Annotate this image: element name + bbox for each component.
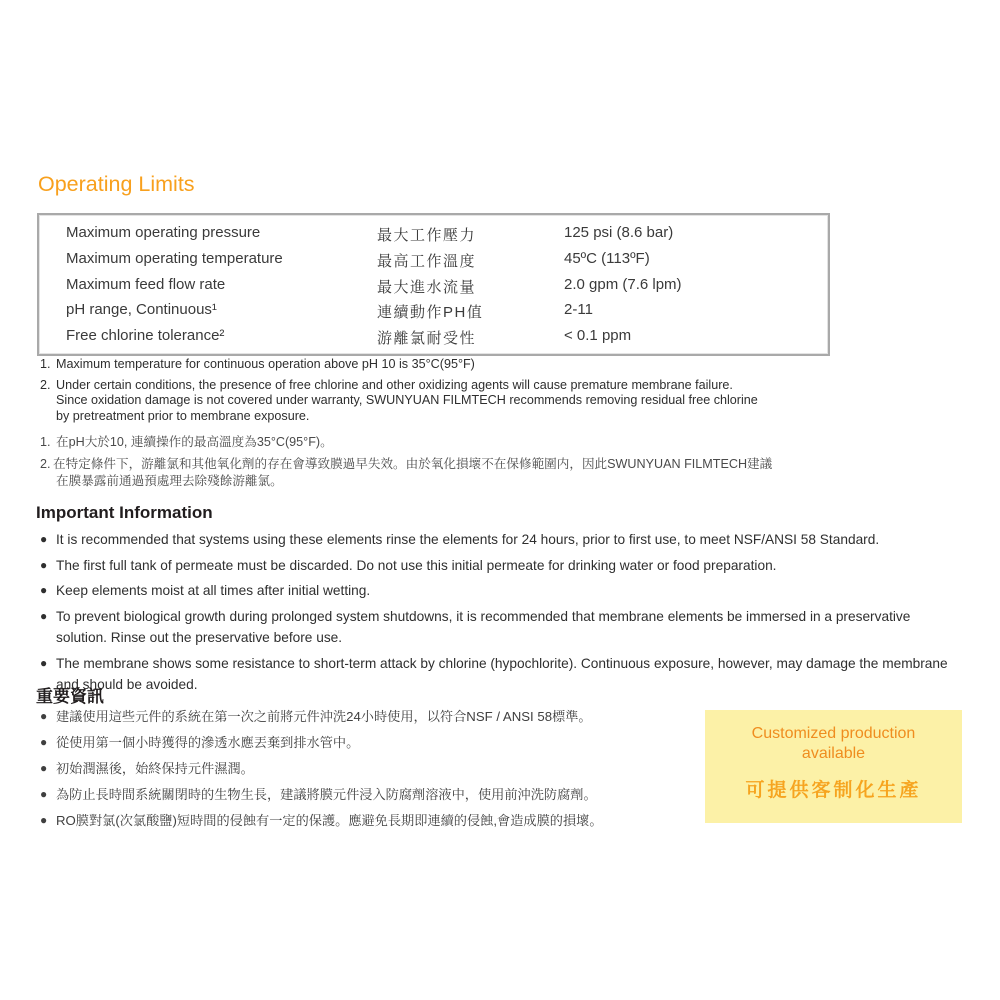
row-label-zh: 連續動作PH值 [377,304,484,322]
page-title: Operating Limits [38,172,195,196]
bullet-icon: ● [40,655,48,670]
list-item-text: Keep elements moist at all times after initial wetting. [56,583,371,598]
list-item [40,812,700,829]
promo-text-en: Customized production available [751,725,916,762]
footnote-item [40,456,772,490]
footnote-number: 2. [40,457,51,471]
table-row [39,327,828,353]
footnote-text: 在pH大於10, 連續操作的最高溫度為35°C(95°F)。 [56,435,333,449]
row-label-zh: 最大進水流量 [377,278,477,296]
footnote-item [40,357,758,372]
bullet-icon: ● [40,583,48,597]
promo-text-zh: 可提供客制化生產 [745,780,922,801]
list-item-text: To prevent biological growth during prolonged system shutdowns, it is recommended that membrane elements be immersed in a preservative solution. Rinse out the preservative before use. [56,608,911,645]
row-label-en: Maximum operating temperature [66,249,283,267]
important-information-heading: Important Information [36,503,213,522]
bullet-icon: ● [40,532,48,546]
list-item [40,580,965,602]
row-label-en: Maximum feed flow rate [66,275,226,293]
footnote-item [40,378,758,424]
list-item [40,606,965,649]
footnote-number: 2. [40,378,51,393]
list-item-text: 從使用第一個小時獲得的滲透水應丟棄到排水管中。 [56,735,360,750]
row-label-zh: 游離氯耐受性 [377,330,477,348]
bullet-icon: ● [40,557,48,572]
bullet-icon: ● [40,608,48,623]
bullet-icon: ● [40,787,48,801]
row-label-zh: 最大工作壓力 [377,227,477,244]
list-item-text: It is recommended that systems using these elements rinse the elements for 24 hours, prior to first use, to meet NSF/ANSI 58 Standard. [56,532,880,547]
operating-limits-table [37,213,830,356]
row-label-en: Maximum operating pressure [66,224,261,241]
list-item [40,555,965,577]
list-item [40,708,700,725]
footnote-number: 1. [40,357,51,371]
row-value: 2.0 gpm (7.6 lpm) [564,275,682,293]
footnote-item [40,434,772,451]
customized-production-banner [705,710,962,823]
list-item-text: The membrane shows some resistance to short-term attack by chlorine (hypochlorite). Continuous exposure, however, may damage the membrane and should be avoided. [56,655,948,692]
table-row [39,301,828,327]
important-information-zh-list [40,708,700,838]
list-item-text: The first full tank of permeate must be discarded. Do not use this initial permeate for drinking water or food preparation. [56,557,777,573]
footnote-text: 在特定條件下，游離氯和其他氧化劑的存在會導致膜過早失效。由於氧化損壞不在保修範圍内，因此SWUNYUAN FILMTECH建議 在膜暴露前通過預處理去除殘餘游離氯。 [53,457,773,488]
table-row [39,250,828,276]
table-row [39,224,828,250]
list-item [40,760,700,777]
list-item [40,734,700,751]
important-information-zh-heading: 重要資訊 [36,687,104,706]
bullet-icon: ● [40,735,48,749]
row-value: 2-11 [564,301,593,319]
row-value: 45ºC (113ºF) [564,249,650,267]
footnote-text: Maximum temperature for continuous operation above pH 10 is 35°C(95°F) [56,357,475,371]
row-value: < 0.1 ppm [564,327,632,345]
bullet-icon: ● [40,761,48,775]
row-label-zh: 最高工作溫度 [377,252,477,270]
table-row [39,276,828,302]
row-label-en: Free chlorine tolerance² [66,327,225,345]
list-item-text: 建議使用這些元件的系統在第一次之前將元件沖洗24小時使用，以符合NSF / ANSI 58標準。 [56,709,592,724]
row-value: 125 psi (8.6 bar) [564,224,674,241]
bullet-icon: ● [40,813,48,827]
footnotes-english [40,357,758,430]
footnotes-chinese [40,434,772,495]
row-label-en: pH range, Continuous¹ [66,301,217,319]
list-item-text: RO膜對氯(次氯酸鹽)短時間的侵蝕有一定的保護。應避免長期即連續的侵蝕,會造成膜的損壞。 [56,813,603,828]
bullet-icon: ● [40,709,48,723]
list-item [40,786,700,803]
list-item [40,653,965,696]
list-item-text: 初始潤濕後，始終保持元件濕潤。 [56,761,254,776]
list-item-text: 為防止長時間系統關閉時的生物生長，建議將膜元件浸入防腐劑溶液中，使用前沖洗防腐劑。 [56,787,597,802]
footnote-number: 1. [40,435,51,449]
important-information-list [40,529,965,700]
list-item [40,529,965,551]
footnote-text: Under certain conditions, the presence of free chlorine and other oxidizing agents will cause premature membrane failure. Since oxidation damage is not covered under warranty, SWUNYUAN FILMTECH recommends removing residual free chlorine by pretreatment prior to membrane exposure. [56,378,758,423]
